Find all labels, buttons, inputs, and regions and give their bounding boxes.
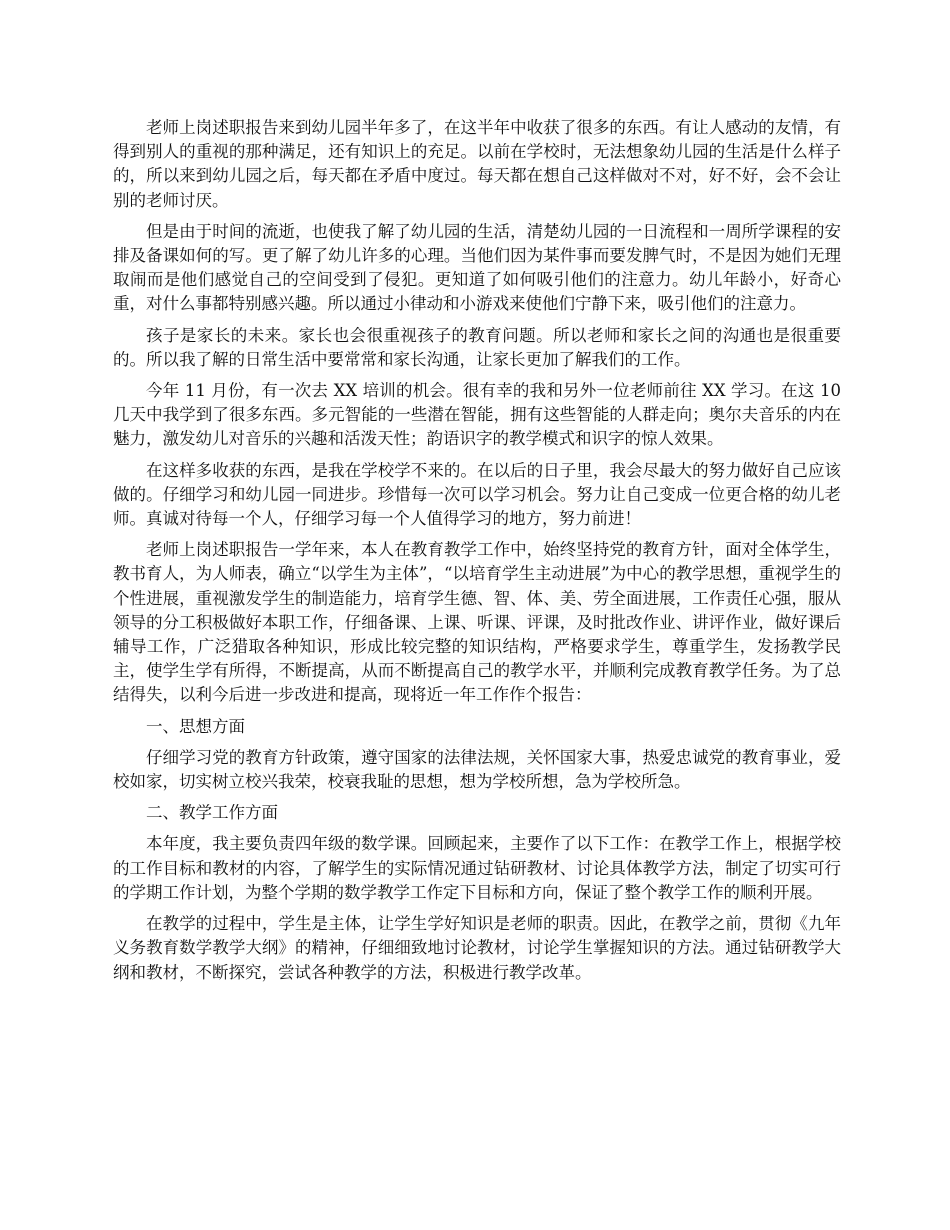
paragraph: 本年度，我主要负责四年级的数学课。回顾起来，主要作了以下工作：在教学工作上，根据学校的工作目标和教材的内容，了解学生的实际情况通过钻研教材、讨论具体教学方法，制定了切实可行的学期工作计划，为整个学期的数学教学工作定下目标和方向，保证了整个教学工作的顺利开展。 [113, 834, 841, 902]
paragraph: 老师上岗述职报告来到幼儿园半年多了，在这半年中收获了很多的东西。有让人感动的友情，有得到别人的重视的那种满足，还有知识上的充足。以前在学校时，无法想象幼儿园的生活是什么样子的，所以来到幼儿园之后，每天都在矛盾中度过。每天都在想自己这样做对不对，好不好，会不会让别的老师讨厌。 [113, 118, 841, 210]
paragraph: 在这样多收获的东西，是我在学校学不来的。在以后的日子里，我会尽最大的努力做好自己应该做的。仔细学习和幼儿园一同进步。珍惜每一次可以学习机会。努力让自己变成一位更合格的幼儿老师。真诚对待每一个人，仔细学习每一个人值得学习的地方，努力前进！ [113, 460, 841, 529]
paragraph: 但是由于时间的流逝，也使我了解了幼儿园的生活，清楚幼儿园的一日流程和一周所学课程的安排及备课如何的写。更了解了幼儿许多的心理。当他们因为某件事而要发脾气时，不是因为她们无理取闹而是他们感觉自己的空间受到了侵犯。更知道了如何吸引他们的注意力。幼儿年龄小，好奇心重，对什么事都特别感兴趣。所以通过小律动和小游戏来使他们宁静下来，吸引他们的注意力。 [113, 221, 841, 314]
paragraph: 今年 11 月份，有一次去 XX 培训的机会。很有幸的我和另外一位老师前往 XX 学习。在这 10 几天中我学到了很多东西。多元智能的一些潜在智能，拥有这些智能的人群走向；奥尔夫音乐的内在魅力，激发幼儿对音乐的兴趣和活泼天性；韵语识字的教学模式和识字的惊人效果。 [113, 381, 841, 449]
section-heading: 一、思想方面 [146, 716, 245, 736]
section-heading: 二、教学工作方面 [146, 803, 278, 823]
paragraph: 仔细学习党的教育方针政策，遵守国家的法律法规，关怀国家大事，热爱忠诚党的教育事业，爱校如家，切实树立校兴我荣，校衰我耻的思想，想为学校所想，急为学校所急。 [113, 747, 841, 792]
paragraph: 孩子是家长的未来。家长也会很重视孩子的教育问题。所以老师和家长之间的沟通也是很重要的。所以我了解的日常生活中要常常和家长沟通，让家长更加了解我们的工作。 [113, 325, 841, 369]
paragraph: 老师上岗述职报告一学年来，本人在教育教学工作中，始终坚持党的教育方针，面对全体学生，教书育人，为人师表，确立“以学生为主体”，“以培育学生主动进展”为中心的教学思想，重视学生的个性进展，重视激发学生的制造能力，培育学生德、智、体、美、劳全面进展，工作责任心强，服从领导的分工积极做好本职工作，仔细备课、上课、听课、评课，及时批改作业、讲评作业，做好课后辅导工作，广泛猎取各种知识，形成比较完整的知识结构，严格要求学生，尊重学生，发扬教学民主，使学生学有所得，不断提高，从而不断提高自己的教学水平，并顺利完成教育教学任务。为了总结得失，以利今后进一步改进和提高，现将近一年工作作个报告： [113, 540, 841, 705]
paragraph: 在教学的过程中，学生是主体，让学生学好知识是老师的职责。因此，在教学之前，贯彻《九年义务教育数学教学大纲》的精神，仔细细致地讨论教材，讨论学生掌握知识的方法。通过钻研教学大纲和教材，不断探究，尝试各种教学的方法，积极进行教学改革。 [113, 914, 841, 982]
document-page [113, 116, 841, 992]
